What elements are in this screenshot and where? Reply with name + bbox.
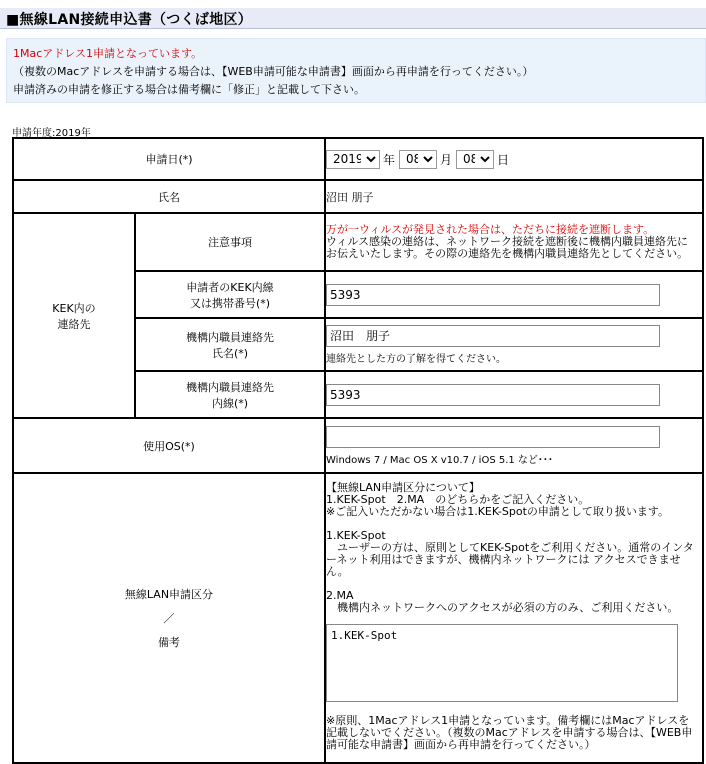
staff-ext-input[interactable] (326, 384, 660, 406)
wireless-footnote: ※原則、1Macアドレス1申請となっています。備考欄にはMacアドレスを記載しないでください。（複数のMacアドレスを申請する場合は、【WEB申請可能な申請書】画面から再申請を行ってください。） (326, 714, 693, 751)
contact-group-label-line1: KEK内の (52, 301, 96, 315)
wireless-info-4: 1.KEK-Spot (326, 529, 386, 542)
caution-text: ウィルス感染の連絡は、ネットワーク接続を遮断後に機構内職員連絡先にお伝えいたします。その際の連絡先を機構内職員連絡先としてください。 (326, 235, 689, 260)
wireless-label-line3: 備考 (158, 636, 180, 649)
wireless-info-7: 機構内ネットワークへのアクセスが必須の方のみ、ご利用ください。 (326, 601, 679, 614)
wireless-info-2: 1.KEK-Spot 2.MA のどちらかをご記入ください。 (326, 493, 590, 506)
wireless-info-6: 2.MA (326, 589, 354, 602)
date-label: 申請日(*) (13, 138, 325, 180)
staff-name-label (135, 318, 325, 371)
phone-cell (325, 271, 703, 318)
wireless-label (13, 473, 325, 763)
staff-ext-label-line2: 内線(*) (211, 396, 249, 410)
staff-name-hint: 連絡先とした方の了解を得てください。 (326, 353, 506, 365)
caution-warning: 万が一ウィルスが発見された場合は、ただちに接続を遮断します。 (326, 223, 655, 236)
notice-box (6, 38, 706, 103)
application-year: 申請年度:2019年 (12, 128, 91, 139)
day-select[interactable] (456, 150, 494, 169)
staff-ext-cell (325, 371, 703, 418)
staff-name-input[interactable] (326, 325, 660, 347)
row-wireless (13, 473, 703, 763)
name-label: 氏名 (13, 180, 325, 213)
title-bar (0, 8, 706, 29)
month-select[interactable] (399, 150, 437, 169)
wireless-label-line1: 無線LAN申請区分 (124, 588, 214, 601)
year-select[interactable] (326, 150, 380, 169)
staff-ext-label-line1: 機構内職員連絡先 (186, 380, 274, 394)
name-value: 沼田 朋子 (325, 180, 703, 213)
row-caution (13, 213, 703, 271)
row-date (13, 138, 703, 180)
os-input[interactable] (326, 426, 660, 448)
page-title: ■無線LAN接続申込書（つくば地区） (6, 12, 253, 28)
caution-label: 注意事項 (135, 213, 325, 271)
phone-label (135, 271, 325, 318)
year-unit: 年 (383, 152, 396, 167)
wireless-label-line2: ／ (163, 612, 175, 625)
caution-value (325, 213, 703, 271)
os-cell (325, 418, 703, 473)
wireless-info-3: ※ご記入いただかない場合は1.KEK-Spotの申請として取り扱います。 (326, 505, 670, 518)
day-unit: 日 (497, 152, 510, 167)
staff-name-label-line1: 機構内職員連絡先 (186, 330, 274, 344)
phone-input[interactable] (326, 284, 660, 306)
row-os (13, 418, 703, 473)
date-value (325, 138, 703, 180)
os-label: 使用OS(*) (13, 418, 325, 473)
staff-ext-label (135, 371, 325, 418)
month-unit: 月 (440, 152, 453, 167)
staff-name-label-line2: 氏名(*) (211, 346, 249, 360)
contact-group-label (13, 213, 135, 418)
notice-line-3: 申請済みの申請を修正する場合は備考欄に「修正」と記載して下さい。 (13, 83, 365, 96)
os-hint: Windows 7 / Mac OS X v10.7 / iOS 5.1 など･･･ (326, 454, 553, 466)
notice-line-2: （複数のMacアドレスを申請する場合は、【WEB申請可能な申請書】画面から再申請を行ってください。） (13, 65, 534, 78)
wireless-cell (325, 473, 703, 763)
remarks-textarea[interactable] (326, 624, 678, 702)
application-form-table (12, 137, 704, 764)
contact-group-label-line2: 連絡先 (57, 317, 91, 331)
wireless-info-1: 【無線LAN申請区分について】 (326, 481, 480, 494)
phone-label-line1: 申請者のKEK内線 (186, 280, 274, 294)
phone-label-line2: 又は携帯番号(*) (189, 296, 271, 310)
staff-name-cell (325, 318, 703, 371)
notice-line-1: 1Macアドレス1申請となっています。 (13, 47, 203, 60)
wireless-info-5: ユーザーの方は、原則としてKEK-Spotをご利用ください。通常のインターネット利用はできますが、機構内ネットワークには アクセスできません。 (326, 541, 694, 578)
row-name (13, 180, 703, 213)
